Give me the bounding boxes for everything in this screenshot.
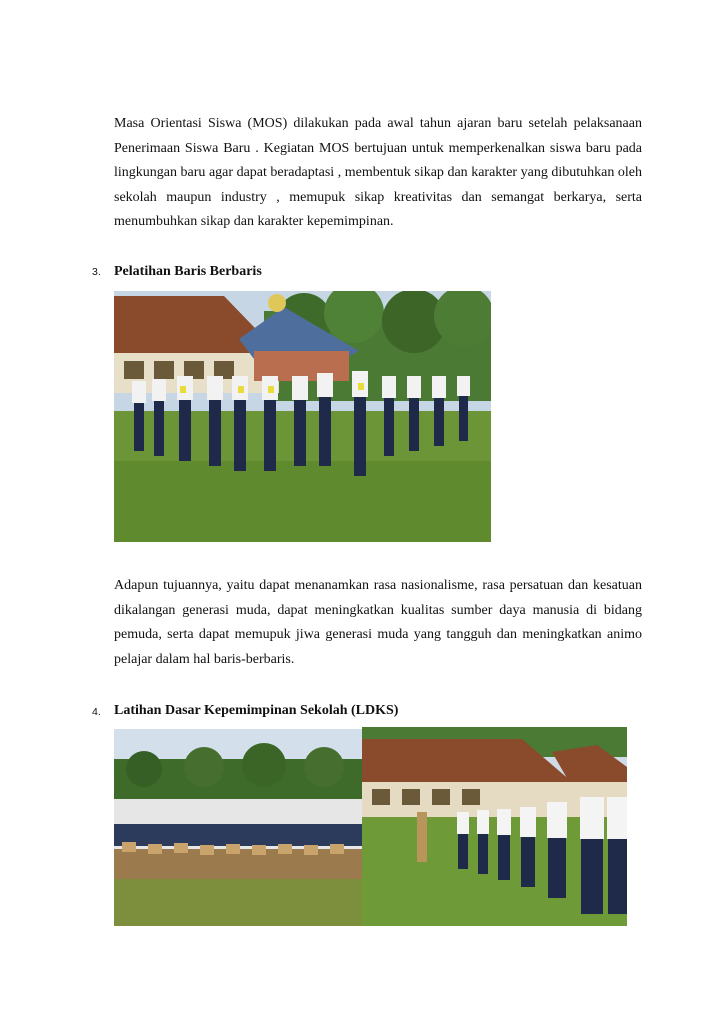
section-number-4: 4. <box>92 706 101 718</box>
section-heading-pbb: Pelatihan Baris Berbaris <box>114 264 262 279</box>
paragraph-mos: Masa Orientasi Siswa (MOS) dilakukan pada awal tahun ajaran baru setelah pelaksanaan Penerimaan Siswa Baru . Kegiatan MOS bertujuan untuk memperkenalkan siswa baru pada lingkungan baru agar dapat beradaptasi , membentuk sikap dan karakter yang dibutuhkan oleh sekolah maupun industry , memupuk sikap kreativitas dan semangat berkarya, serta menumbuhkan sikap dan karakter kepemimpinan. <box>114 116 642 230</box>
section-heading-ldks: Latihan Dasar Kepemimpinan Sekolah (LDKS) <box>114 703 399 718</box>
photo-ldks-left <box>114 729 362 926</box>
photo-ldks-right <box>362 727 627 926</box>
section-number-3: 3. <box>92 266 101 278</box>
photo-marching <box>114 291 491 542</box>
paragraph-pbb: Adapun tujuannya, yaitu dapat menanamkan rasa nasionalisme, rasa persatuan dan kesatuan dikalangan generasi muda, dapat meningkatkan kualitas sumber daya manusia di bidang pemuda, serta dapat memupuk jiwa generasi muda yang tangguh dan meningkatkan animo pelajar dalam hal baris-berbaris. <box>114 578 642 667</box>
